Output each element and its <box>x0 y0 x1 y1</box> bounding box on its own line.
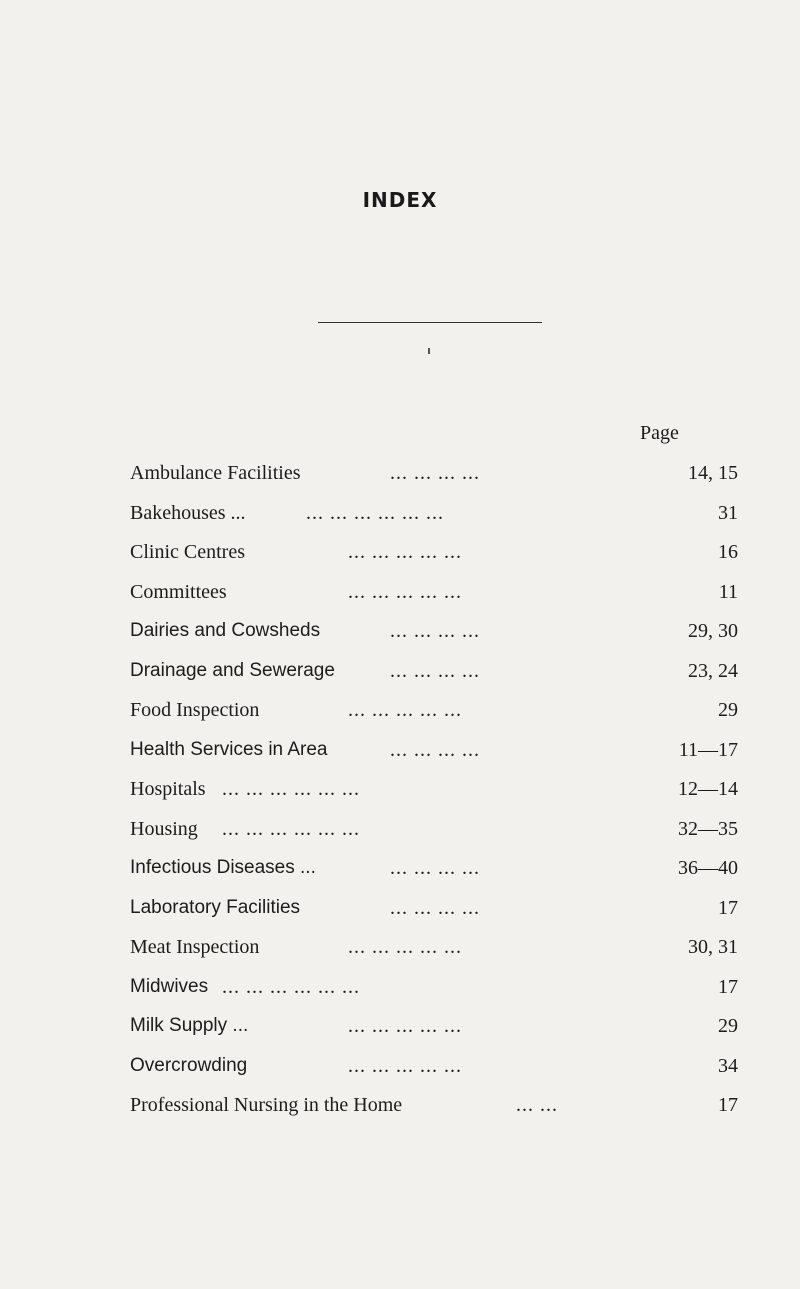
entry-page: 11 <box>718 580 738 603</box>
page-column-header: Page <box>640 422 679 444</box>
index-entry <box>0 857 800 891</box>
entry-label: Milk Supply ... <box>130 1015 249 1036</box>
entry-page: 29, 30 <box>688 620 738 642</box>
index-entry <box>0 897 800 931</box>
entry-label: Professional Nursing in the Home <box>130 1094 403 1116</box>
entry-page: 36—40 <box>678 857 738 879</box>
index-entry <box>0 739 800 773</box>
entry-label: Hospitals <box>130 778 206 800</box>
leader-dots: ... ... ... ... <box>390 462 480 484</box>
leader-dots: ... ... ... ... ... <box>348 580 462 603</box>
entry-page: 17 <box>718 1094 738 1116</box>
entry-label: Overcrowding <box>130 1054 248 1076</box>
entry-label: Food Inspection <box>130 699 260 721</box>
index-entry <box>0 660 800 694</box>
entry-label: Bakehouses ... <box>130 501 246 524</box>
index-entry <box>0 936 800 970</box>
entry-page: 12—14 <box>678 778 738 800</box>
entry-page: 30, 31 <box>688 936 738 958</box>
leader-dots: ... ... ... ... ... ... <box>222 975 360 998</box>
title-divider <box>318 322 542 323</box>
leader-dots: ... ... ... ... ... <box>348 1054 462 1077</box>
leader-dots: ... ... <box>516 1094 558 1116</box>
entry-label: Committees <box>130 580 227 603</box>
entry-page: 29 <box>718 699 738 721</box>
index-entry <box>0 778 800 812</box>
leader-dots: ... ... ... ... ... <box>348 699 462 721</box>
page-title: INDEX <box>362 188 438 212</box>
entry-label: Laboratory Facilities <box>130 896 301 918</box>
entry-page: 17 <box>718 975 738 998</box>
leader-dots: ... ... ... ... ... <box>348 936 462 958</box>
index-entry <box>0 1055 800 1089</box>
divider-mark <box>428 348 430 354</box>
index-entry <box>0 976 800 1010</box>
leader-dots: ... ... ... ... ... <box>348 1015 462 1037</box>
leader-dots: ... ... ... ... <box>390 620 480 642</box>
entry-label: Dairies and Cowsheds <box>130 620 321 641</box>
index-entry <box>0 541 800 575</box>
leader-dots: ... ... ... ... <box>390 738 480 761</box>
index-entry <box>0 502 800 536</box>
index-entry <box>0 699 800 733</box>
index-entry <box>0 1094 800 1128</box>
entry-page: 32—35 <box>678 817 738 840</box>
leader-dots: ... ... ... ... <box>390 857 480 879</box>
entry-label: Infectious Diseases ... <box>130 857 316 878</box>
entry-label: Meat Inspection <box>130 936 260 958</box>
entry-label: Housing <box>130 817 198 840</box>
index-entry <box>0 581 800 615</box>
leader-dots: ... ... ... ... <box>390 896 480 919</box>
leader-dots: ... ... ... ... ... ... <box>222 817 360 840</box>
entry-page: 23, 24 <box>688 659 738 682</box>
entry-label: Midwives <box>130 975 209 997</box>
entry-page: 34 <box>718 1054 738 1077</box>
entry-page: 14, 15 <box>688 462 738 484</box>
entry-label: Health Services in Area <box>130 738 328 760</box>
entry-page: 16 <box>718 541 738 563</box>
index-entry <box>0 1015 800 1049</box>
leader-dots: ... ... ... ... ... ... <box>306 501 444 524</box>
index-entry <box>0 620 800 654</box>
index-entry <box>0 818 800 852</box>
entry-page: 29 <box>718 1015 738 1037</box>
entry-page: 17 <box>718 896 738 919</box>
index-entry <box>0 462 800 496</box>
entry-label: Ambulance Facilities <box>130 462 301 484</box>
entry-label: Drainage and Sewerage <box>130 659 335 681</box>
entry-page: 11—17 <box>678 738 738 761</box>
entry-label: Clinic Centres <box>130 541 245 563</box>
leader-dots: ... ... ... ... ... ... <box>222 778 360 800</box>
leader-dots: ... ... ... ... <box>390 659 480 682</box>
leader-dots: ... ... ... ... ... <box>348 541 462 563</box>
entry-page: 31 <box>718 501 738 524</box>
